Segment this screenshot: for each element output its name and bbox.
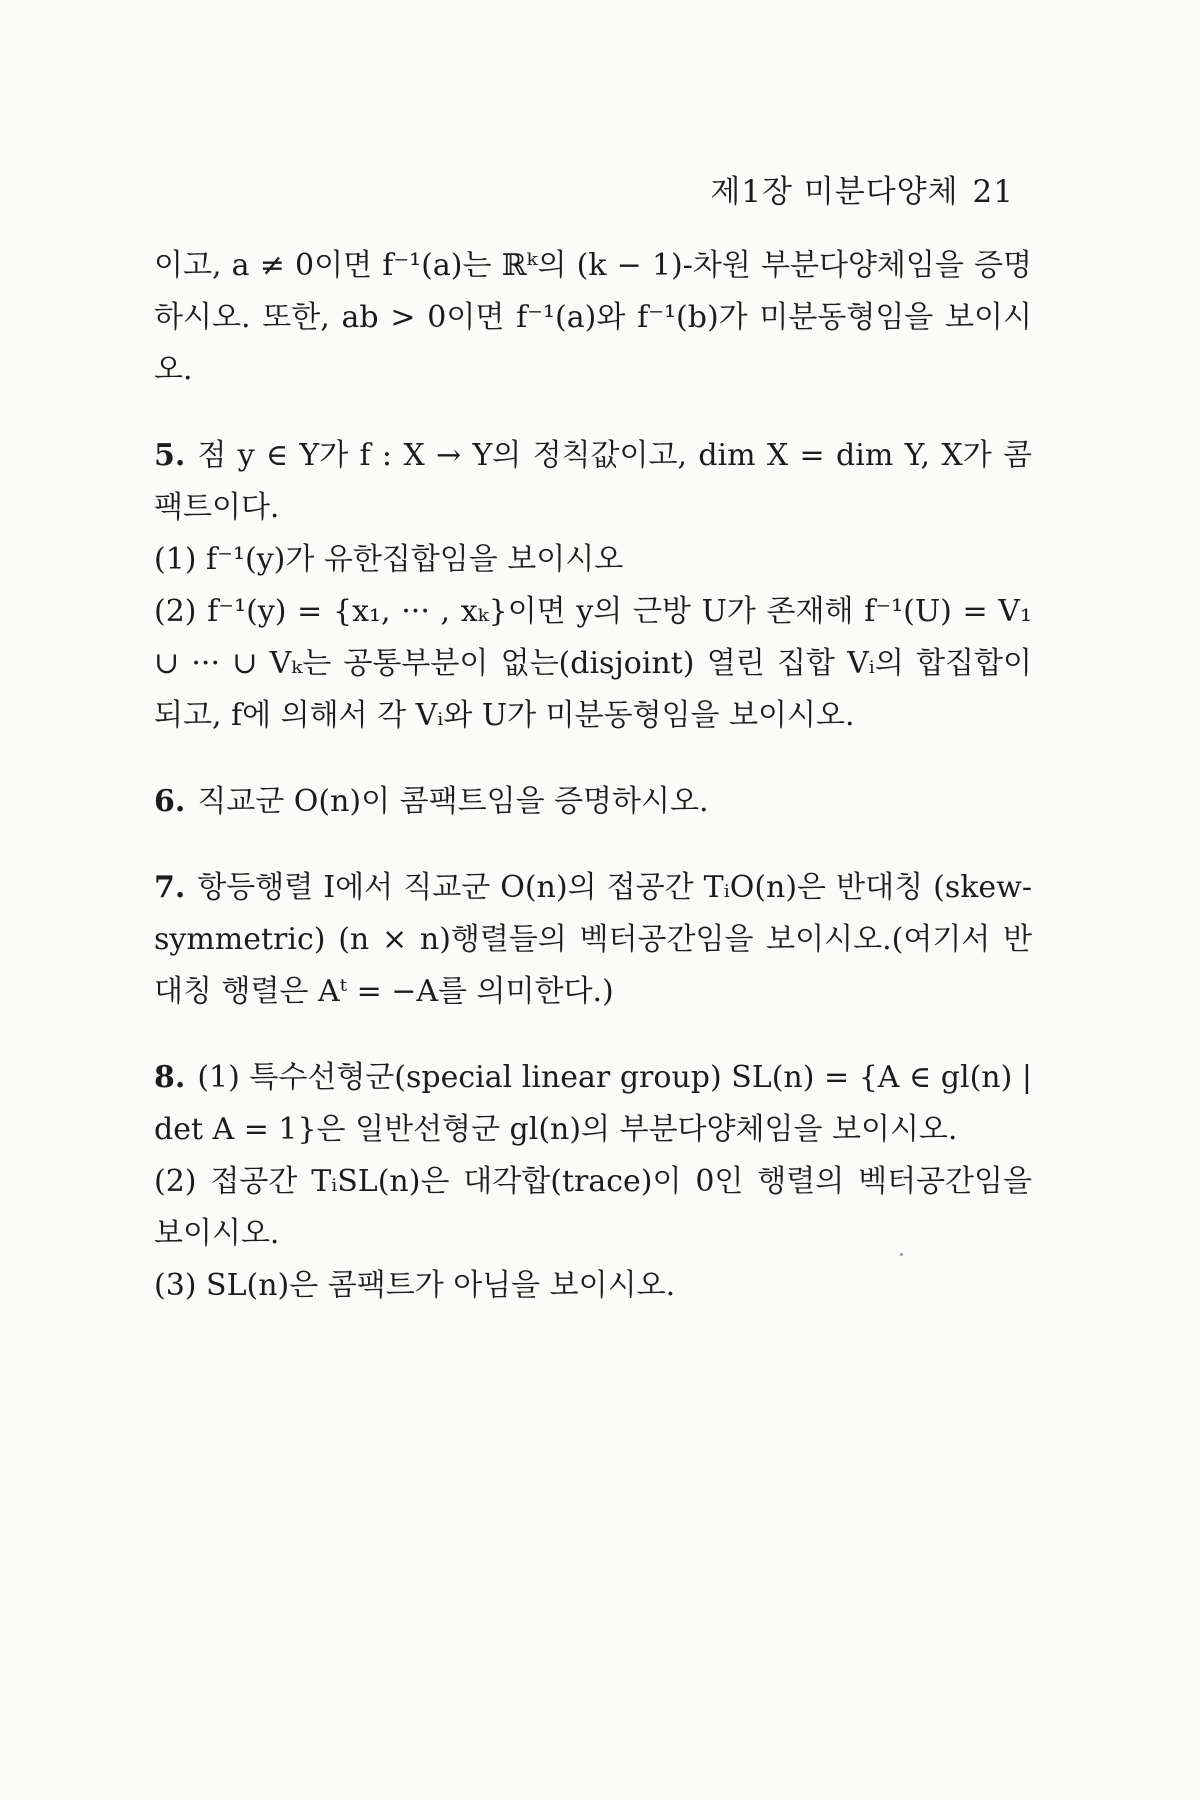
problem-text: 항등행렬 I에서 직교군 O(n)의 접공간 TᵢO(n)은 반대칭 (skew-symmetric) (n × n)행렬들의 벡터공간임을 보이시오.(여기서 반대칭 행렬은 Aᵗ = −A를 의미한다.) (154, 870, 1032, 1009)
problem-part: (2) 접공간 TᵢSL(n)은 대각합(trace)이 0인 행렬의 벡터공간임을 보이시오. (154, 1164, 1032, 1251)
problem-text: 점 y ∈ Y가 f : X → Y의 정칙값이고, dim X = dim Y, X가 콤팩트이다. (154, 438, 1032, 525)
problem-5 (154, 430, 1032, 742)
page-body (154, 240, 1032, 1312)
problem-6 (154, 776, 1032, 828)
problem-statement (154, 776, 1032, 828)
problem-number: 6. (154, 784, 186, 819)
problem-number: 7. (154, 870, 186, 905)
problem-statement (154, 430, 1032, 534)
continuation-text: 이고, a ≠ 0이면 f⁻¹(a)는 ℝᵏ의 (k − 1)-차원 부분다양체임을 증명하시오. 또한, ab > 0이면 f⁻¹(a)와 f⁻¹(b)가 미분동형임을 보이시오. (154, 248, 1032, 387)
problem-part: (2) f⁻¹(y) = {x₁, ··· , xₖ}이면 y의 근방 U가 존재해 f⁻¹(U) = V₁ ∪ ··· ∪ Vₖ는 공통부분이 없는(disjoint) 열린 집합 Vᵢ의 합집합이 되고, f에 의해서 각 Vᵢ와 U가 미분동형임을 보이시오. (154, 594, 1032, 733)
problem-part: (1) f⁻¹(y)가 유한집합임을 보이시오 (154, 542, 624, 577)
problem-number: 8. (154, 1060, 186, 1095)
chapter-title: 제1장 미분다양체 (710, 174, 959, 210)
problem-statement (154, 862, 1032, 1018)
problem-statement (154, 1052, 1032, 1156)
problem-8 (154, 1052, 1032, 1312)
problem-text: (1) 특수선형군(special linear group) SL(n) = {A ∈ gl(n) | det A = 1}은 일반선형군 gl(n)의 부분다양체임을 보이시오. (154, 1060, 1032, 1147)
problem-part: (3) SL(n)은 콤팩트가 아님을 보이시오. (154, 1268, 676, 1303)
page-number: 21 (972, 174, 1014, 210)
problem-text: 직교군 O(n)이 콤팩트임을 증명하시오. (197, 784, 709, 819)
problem-number: 5. (154, 438, 186, 473)
scan-speck (900, 1253, 903, 1256)
running-header (710, 166, 1014, 211)
problem-7 (154, 862, 1032, 1018)
